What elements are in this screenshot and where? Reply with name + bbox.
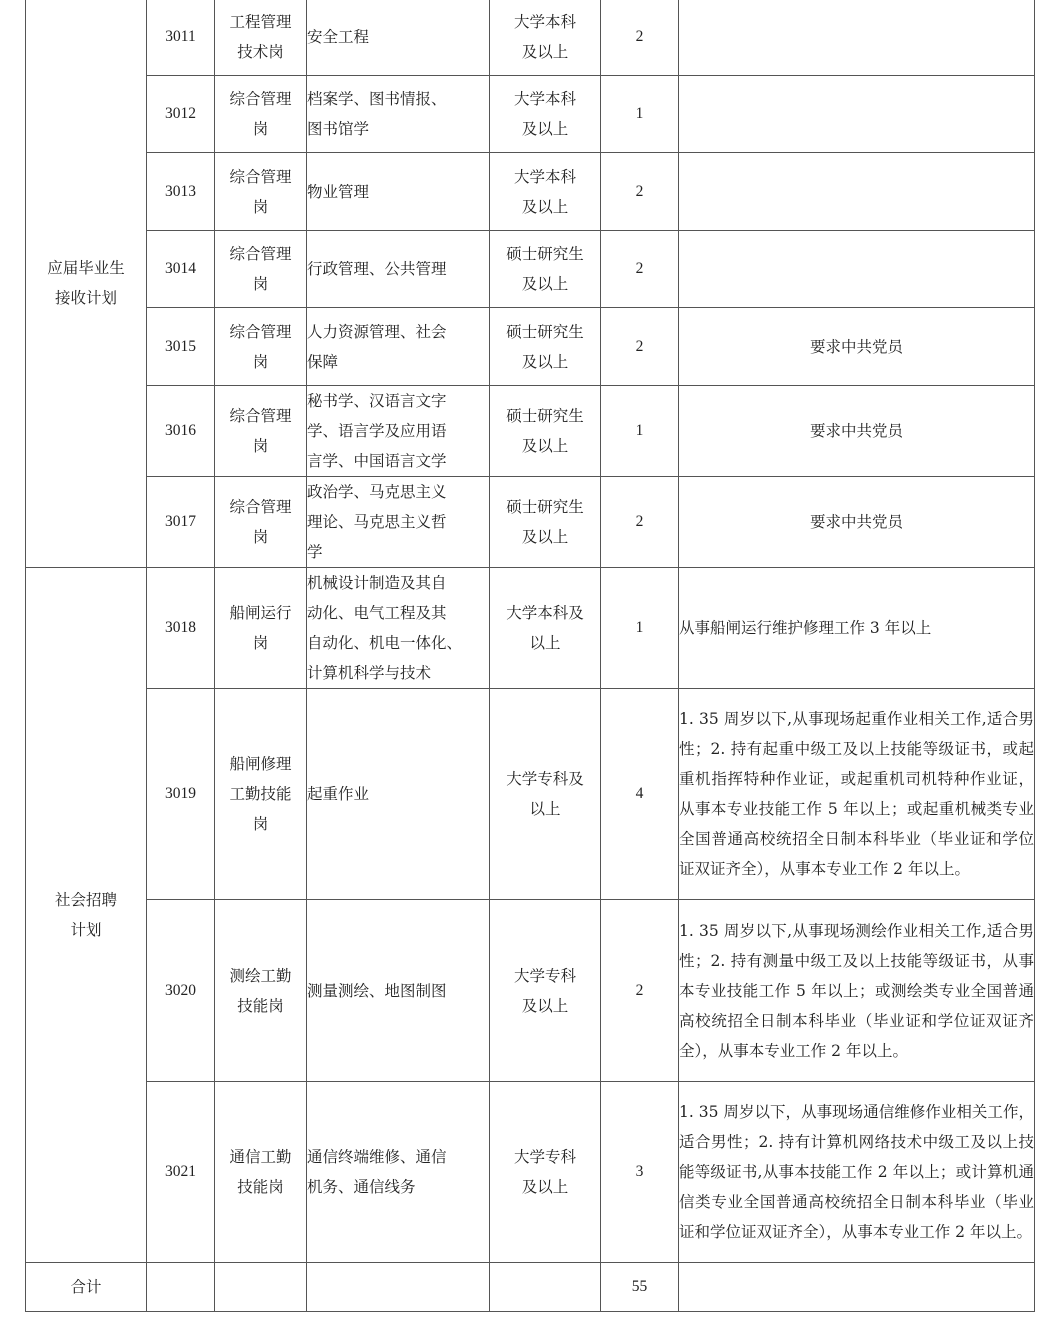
education-requirement: 大学专科 及以上 <box>513 1148 576 1196</box>
major-cell <box>307 76 490 153</box>
education-requirement-cell <box>490 477 601 568</box>
education-requirement-cell <box>490 1082 601 1263</box>
major-cell <box>307 568 490 689</box>
major: 安全工程 <box>307 28 370 46</box>
hire-count-cell <box>601 900 679 1082</box>
table-row <box>26 231 1035 308</box>
position-code-cell <box>147 0 215 76</box>
other-requirement: 要求中共党员 <box>809 337 903 356</box>
other-requirement: 要求中共党员 <box>809 513 903 531</box>
education-requirement: 大学本科及 以上 <box>506 604 584 652</box>
other-requirement-cell <box>679 0 1035 76</box>
major-cell <box>307 477 490 568</box>
hire-count: 1 <box>635 422 644 439</box>
hire-count: 2 <box>635 182 644 200</box>
education-requirement: 硕士研究生 及以上 <box>506 245 584 293</box>
hire-count: 2 <box>635 513 644 530</box>
position-code-cell <box>147 76 215 153</box>
total-empty-major-cell <box>307 1263 490 1312</box>
position-name: 综合管理 岗 <box>229 90 292 138</box>
other-requirement: 1. 35 周岁以下，从事现场通信维修作业相关工作，适合男性；2. 持有计算机网络技术中级工及以上技能等级证书,从事本技能工作 2 年以上；或计算机通信类专业全国普通高校统招全日制本科毕业（毕业证和学位证双证齐全），从事本专业工作 2 年以上。 <box>679 1103 1034 1241</box>
position-name: 综合管理 岗 <box>229 498 292 546</box>
hire-count: 4 <box>635 785 644 802</box>
position-name: 工程管理 技术岗 <box>229 13 292 61</box>
position-name: 船闸修理 工勤技能 岗 <box>229 755 292 833</box>
position-name: 综合管理 岗 <box>229 322 292 371</box>
education-requirement: 硕士研究生 及以上 <box>506 322 584 371</box>
position-name-cell <box>215 0 307 76</box>
hire-count-cell <box>601 689 679 900</box>
education-requirement: 硕士研究生 及以上 <box>506 498 584 546</box>
position-code-cell <box>147 689 215 900</box>
total-label-cell <box>26 1263 147 1312</box>
position-name: 综合管理 岗 <box>229 167 292 216</box>
position-code: 3018 <box>165 619 196 636</box>
position-name-cell <box>215 477 307 568</box>
group-label-cell <box>26 568 147 1263</box>
other-requirement: 要求中共党员 <box>809 422 903 440</box>
education-requirement: 大学专科及 以上 <box>506 770 584 818</box>
other-requirement-cell <box>679 900 1035 1082</box>
position-code-cell <box>147 1082 215 1263</box>
table-row <box>26 76 1035 153</box>
education-requirement-cell <box>490 76 601 153</box>
position-name: 综合管理 岗 <box>229 407 292 455</box>
hire-count: 1 <box>635 105 644 122</box>
major-cell <box>307 0 490 76</box>
total-empty-education-cell <box>490 1263 601 1312</box>
position-code: 3015 <box>165 337 196 355</box>
position-name-cell <box>215 76 307 153</box>
education-requirement-cell <box>490 231 601 308</box>
recruitment-table <box>25 0 1035 1312</box>
position-name-cell <box>215 900 307 1082</box>
major-cell <box>307 1082 490 1263</box>
position-code-cell <box>147 308 215 386</box>
position-name: 综合管理 岗 <box>229 245 292 293</box>
total-empty-position-cell <box>215 1263 307 1312</box>
table-row <box>26 1082 1035 1263</box>
total-empty-requirement-cell <box>679 1263 1035 1312</box>
total-count-cell <box>601 1263 679 1312</box>
major: 物业管理 <box>307 182 370 201</box>
position-name: 测绘工勤 技能岗 <box>229 966 292 1015</box>
total-empty-code-cell <box>147 1263 215 1312</box>
hire-count-cell <box>601 568 679 689</box>
table-body <box>26 0 1035 1312</box>
position-code: 3021 <box>165 1163 196 1180</box>
position-code-cell <box>147 231 215 308</box>
major: 政治学、马克思主义 理论、马克思主义哲 学 <box>307 483 447 561</box>
hire-count: 2 <box>635 981 644 999</box>
table-row <box>26 568 1035 689</box>
major-cell <box>307 153 490 231</box>
hire-count: 2 <box>635 337 644 355</box>
position-name-cell <box>215 308 307 386</box>
education-requirement: 大学本科 及以上 <box>513 13 576 61</box>
position-name-cell <box>215 153 307 231</box>
hire-count-cell <box>601 0 679 76</box>
group-label: 应届毕业生 接收计划 <box>47 259 125 307</box>
position-code: 3013 <box>165 182 196 200</box>
position-code: 3016 <box>165 422 196 439</box>
position-code: 3014 <box>165 260 196 277</box>
other-requirement-cell <box>679 231 1035 308</box>
hire-count-cell <box>601 477 679 568</box>
other-requirement-cell <box>679 568 1035 689</box>
hire-count-cell <box>601 76 679 153</box>
major: 机械设计制造及其自 动化、电气工程及其 自动化、机电一体化、 计算机科学与技术 <box>307 574 463 682</box>
table-row <box>26 308 1035 386</box>
major-cell <box>307 386 490 477</box>
position-code: 3012 <box>165 105 196 122</box>
group-label-cell <box>26 0 147 568</box>
education-requirement-cell <box>490 153 601 231</box>
table-row <box>26 386 1035 477</box>
hire-count-cell <box>601 231 679 308</box>
total-row <box>26 1263 1035 1312</box>
hire-count-cell <box>601 308 679 386</box>
other-requirement: 1. 35 周岁以下,从事现场起重作业相关工作,适合男性；2. 持有起重中级工及以上技能等级证书，或起重机指挥特种作业证，或起重机司机特种作业证，从事本专业技能工作 5 年以上；或起重机械类专业全国普通高校统招全日制本科毕业（毕业证和学位证双证齐全），从事本专业工作 2 年以上。 <box>679 710 1034 878</box>
total-count: 55 <box>631 1278 648 1295</box>
major: 测量测绘、地图制图 <box>307 981 447 1000</box>
table-row <box>26 689 1035 900</box>
other-requirement-cell <box>679 76 1035 153</box>
other-requirement-cell <box>679 308 1035 386</box>
position-code-cell <box>147 153 215 231</box>
other-requirement-cell <box>679 689 1035 900</box>
education-requirement-cell <box>490 568 601 689</box>
major-cell <box>307 231 490 308</box>
position-name-cell <box>215 568 307 689</box>
major: 起重作业 <box>307 785 370 803</box>
hire-count: 1 <box>635 619 644 636</box>
position-name-cell <box>215 386 307 477</box>
education-requirement-cell <box>490 308 601 386</box>
table-row <box>26 0 1035 76</box>
table-row <box>26 900 1035 1082</box>
position-code: 3011 <box>165 28 196 45</box>
other-requirement-cell <box>679 1082 1035 1263</box>
other-requirement: 从事船闸运行维护修理工作 3 年以上 <box>679 619 932 637</box>
other-requirement-cell <box>679 386 1035 477</box>
other-requirement-cell <box>679 153 1035 231</box>
position-code: 3017 <box>165 513 196 530</box>
position-code-cell <box>147 568 215 689</box>
major: 秘书学、汉语言文字 学、语言学及应用语 言学、中国语言文学 <box>307 392 447 470</box>
education-requirement-cell <box>490 386 601 477</box>
hire-count-cell <box>601 1082 679 1263</box>
other-requirement-cell <box>679 477 1035 568</box>
position-code-cell <box>147 477 215 568</box>
position-name-cell <box>215 1082 307 1263</box>
group-label: 社会招聘 计划 <box>54 891 117 939</box>
education-requirement-cell <box>490 900 601 1082</box>
position-name-cell <box>215 231 307 308</box>
table-row <box>26 153 1035 231</box>
hire-count: 2 <box>635 260 644 277</box>
hire-count: 2 <box>635 28 644 45</box>
position-name: 通信工勤 技能岗 <box>229 1148 292 1196</box>
position-code-cell <box>147 900 215 1082</box>
position-name-cell <box>215 689 307 900</box>
education-requirement: 大学专科 及以上 <box>513 966 576 1015</box>
other-requirement: 1. 35 周岁以下,从事现场测绘作业相关工作,适合男性；2. 持有测量中级工及以上技能等级证书，从事本专业技能工作 5 年以上；或测绘类专业全国普通高校统招全日制本科毕业（毕业证和学位证双证齐全），从事本专业工作 2 年以上。 <box>679 921 1034 1060</box>
education-requirement-cell <box>490 689 601 900</box>
major-cell <box>307 308 490 386</box>
position-code-cell <box>147 386 215 477</box>
education-requirement: 大学本科 及以上 <box>513 90 576 138</box>
major: 通信终端维修、通信 机务、通信线务 <box>307 1148 447 1196</box>
education-requirement: 硕士研究生 及以上 <box>506 407 584 455</box>
major: 行政管理、公共管理 <box>307 260 447 278</box>
major: 人力资源管理、社会 保障 <box>307 322 447 371</box>
position-code: 3019 <box>165 785 196 802</box>
major-cell <box>307 900 490 1082</box>
hire-count: 3 <box>635 1163 644 1180</box>
position-code: 3020 <box>165 981 196 999</box>
education-requirement-cell <box>490 0 601 76</box>
major: 档案学、图书情报、 图书馆学 <box>307 90 447 138</box>
education-requirement: 大学本科 及以上 <box>513 167 576 216</box>
position-name: 船闸运行 岗 <box>229 604 292 652</box>
hire-count-cell <box>601 153 679 231</box>
total-label: 合计 <box>70 1278 102 1296</box>
hire-count-cell <box>601 386 679 477</box>
major-cell <box>307 689 490 900</box>
table-row <box>26 477 1035 568</box>
